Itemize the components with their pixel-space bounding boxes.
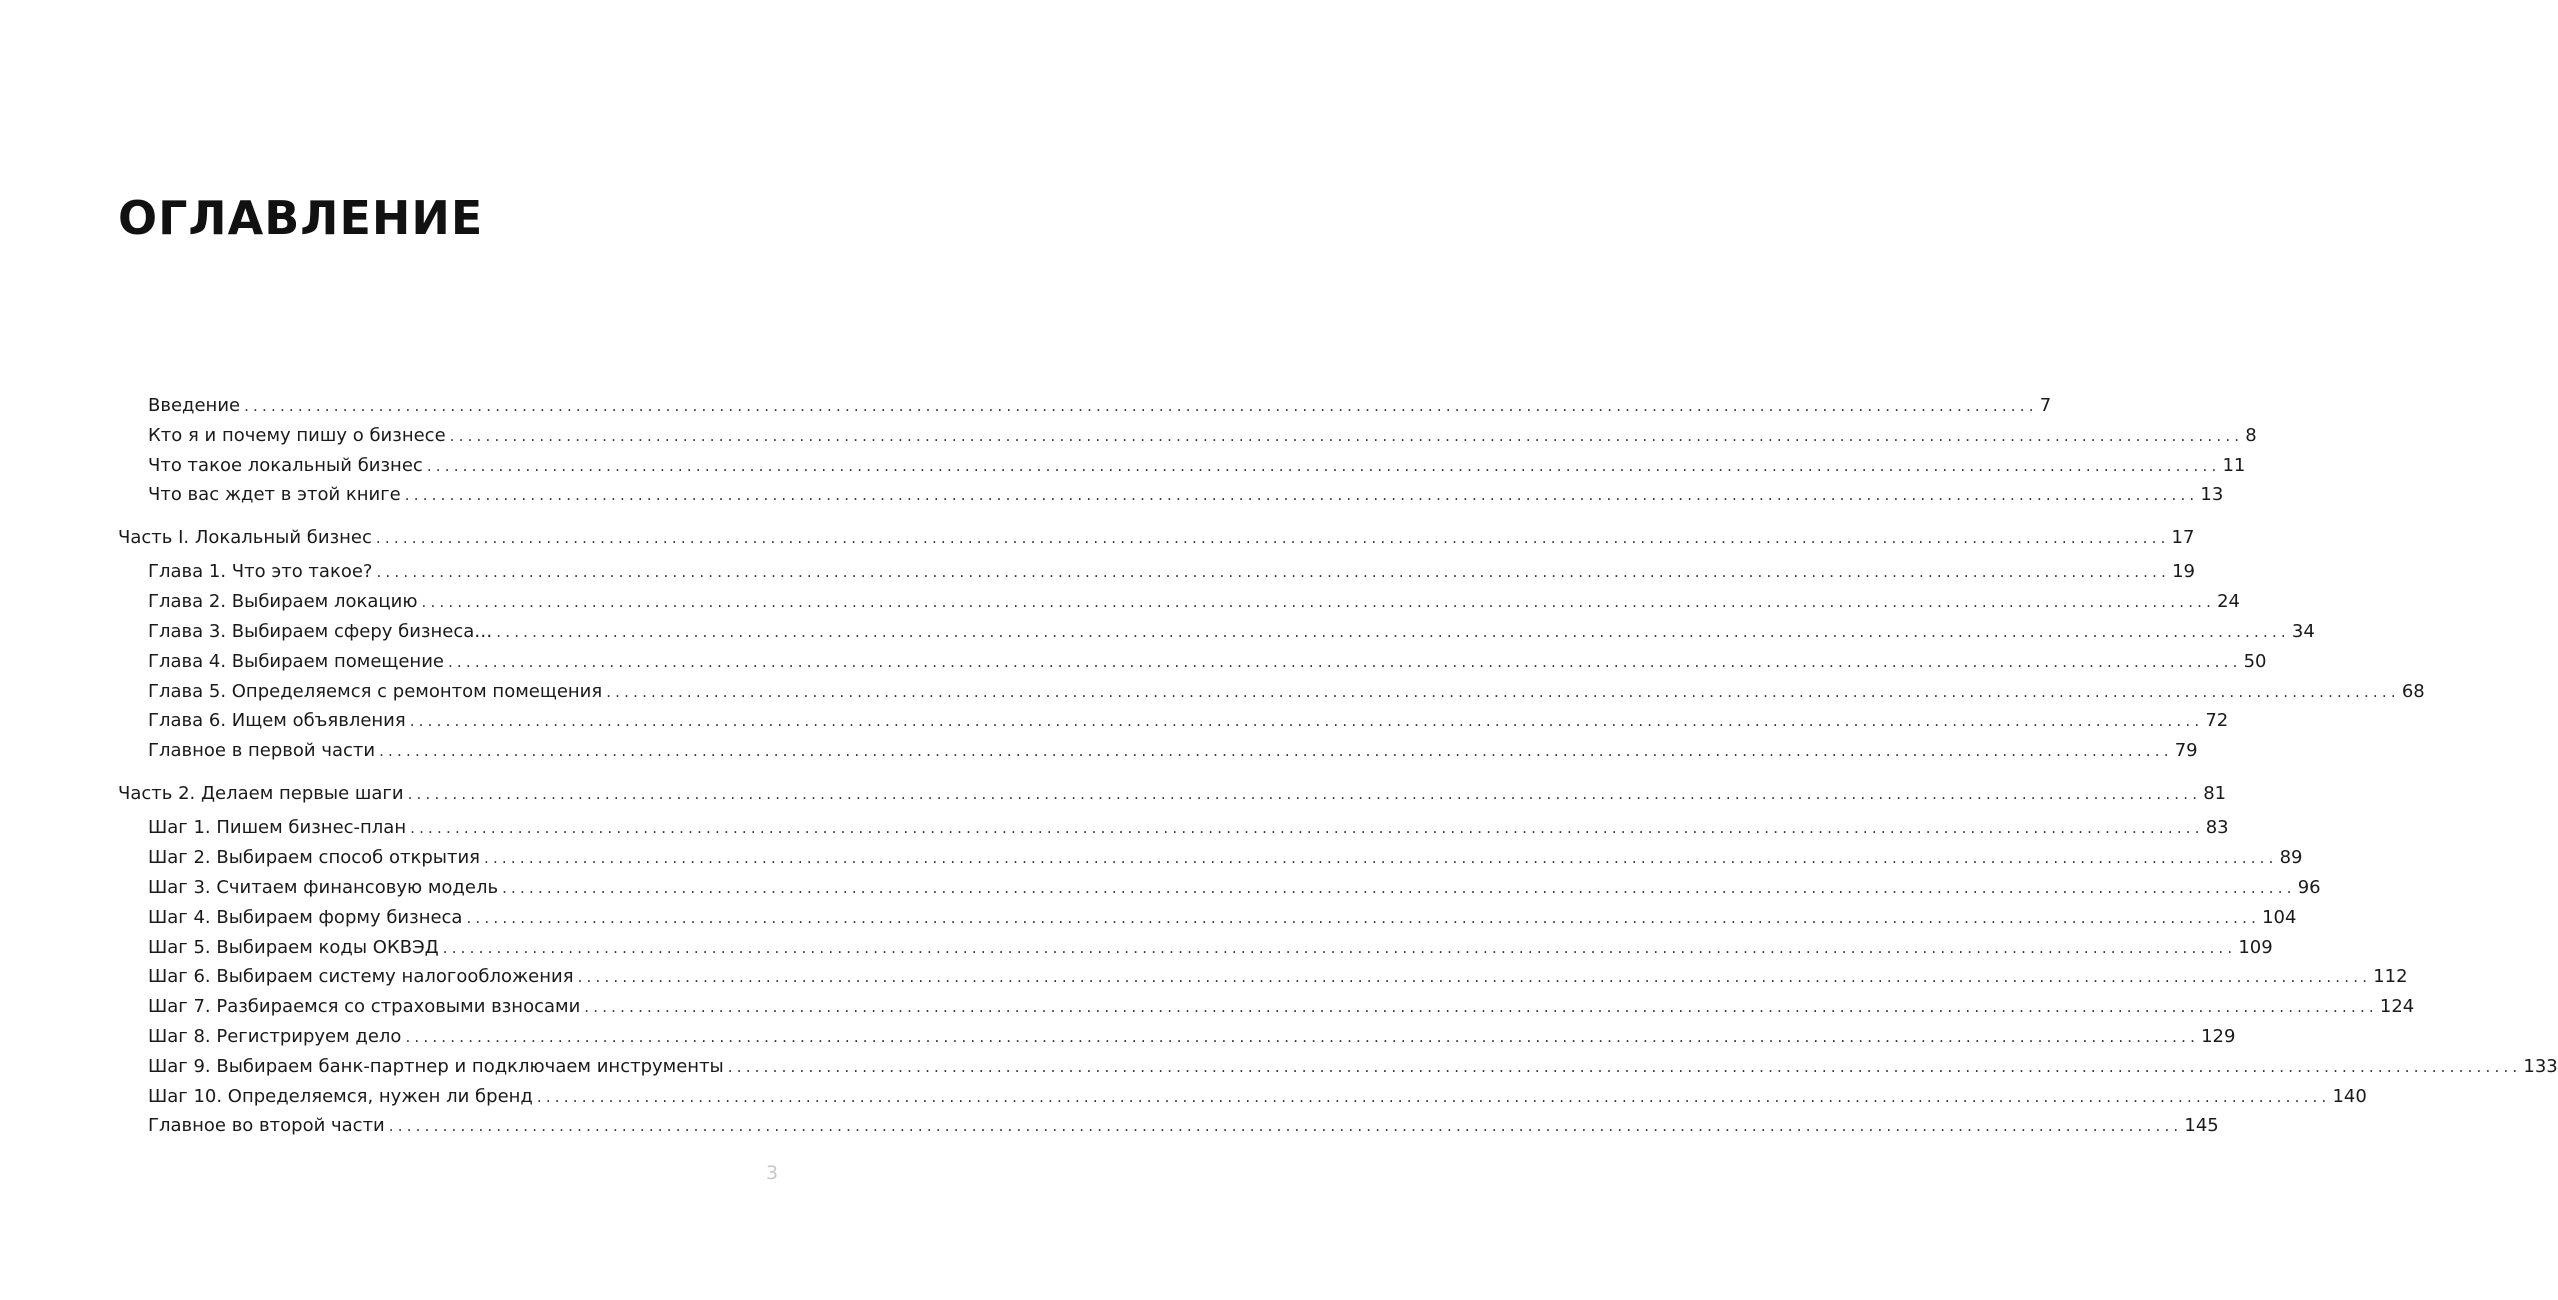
toc-intro-section [0, 391, 2257, 510]
toc-entry [0, 813, 2229, 843]
toc-entry-label: Глава 6. Ищем объявления [148, 706, 410, 736]
toc-entry-label: Введение [148, 391, 244, 421]
toc-entry [0, 1052, 2558, 1082]
toc-entry [0, 992, 2415, 1022]
toc-entry-label: Глава 2. Выбираем локацию [148, 587, 421, 617]
toc-entry [0, 421, 2257, 451]
toc-entry-label: Кто я и почему пишу о бизнесе [148, 421, 450, 451]
toc-entry [0, 843, 2303, 873]
section-spacer [0, 510, 928, 523]
toc-entry-label: Что такое локальный бизнес [148, 451, 427, 481]
toc-entry [0, 1082, 2367, 1112]
toc-entry-page: 34 [2291, 621, 2315, 643]
toc-dot-leader: ........................................................................................................................................................................................................ [442, 938, 2237, 957]
toc-part2-section [0, 779, 2558, 1142]
toc-entry-page: 72 [2205, 710, 2229, 732]
toc-entry-label: Шаг 5. Выбираем коды ОКВЭД [148, 933, 443, 963]
toc-entry-page: 145 [2184, 1115, 2219, 1137]
toc-entry-page: 79 [2174, 740, 2198, 762]
toc-dot-leader: ........................................................................................................................................................................................................ [405, 1027, 2200, 1046]
toc-entry-label: Шаг 2. Выбираем способ открытия [148, 843, 484, 873]
toc-part1-section [0, 523, 2425, 766]
section-spacer [0, 766, 928, 779]
toc-part-page: 81 [2203, 782, 2227, 804]
toc-entry [0, 587, 2241, 617]
toc-entry-page: 124 [2379, 996, 2415, 1018]
toc-entry-label: Что вас ждет в этой книге [148, 480, 405, 510]
toc-entry [0, 736, 2198, 766]
toc-entry-page: 96 [2297, 876, 2321, 898]
toc-entry-label: Главное в первой части [148, 736, 379, 766]
toc-dot-leader: ........................................................................................................................................................................................................ [410, 819, 2204, 838]
toc-dot-leader: ........................................................................................................................................................................................................ [375, 528, 2170, 547]
toc-entry-label: Шаг 7. Разбираемся со страховыми взносами [148, 992, 584, 1022]
toc-entry [0, 1111, 2219, 1141]
toc-dot-leader: ........................................................................................................................................................................................................ [244, 397, 2038, 415]
toc-entry-label: Шаг 6. Выбираем систему налогообложения [148, 962, 578, 992]
toc-entry-page: 104 [2262, 906, 2297, 928]
page-number: 3 [766, 1162, 779, 1184]
toc-dot-leader: ........................................................................................................................................................................................................ [376, 563, 2171, 582]
toc-part-label: Часть 2. Делаем первые шаги [118, 779, 408, 809]
toc-entry-label: Шаг 3. Считаем финансовую модель [148, 873, 502, 903]
toc-dot-leader: ........................................................................................................................................................................................................ [483, 849, 2278, 868]
toc-entry-label: Шаг 1. Пишем бизнес-план [148, 813, 410, 843]
toc-dot-leader: ........................................................................................................................................................................................................ [577, 968, 2372, 987]
toc-entry-page: 68 [2401, 680, 2425, 702]
toc-dot-leader: ........................................................................................................................................................................................................ [379, 742, 2173, 761]
toc-entry [0, 647, 2267, 677]
toc-entry-label: Шаг 4. Выбираем форму бизнеса [148, 903, 466, 933]
toc-entry-page: 133 [2523, 1055, 2558, 1077]
toc-entry-label: Главное во второй части [148, 1111, 389, 1141]
toc-entry-label: Глава 4. Выбираем помещение [148, 647, 448, 677]
toc-entry [0, 903, 2297, 933]
toc-entry [0, 480, 2224, 510]
toc-entry [0, 391, 2052, 421]
toc-part-heading [0, 779, 2227, 809]
toc-part-heading [0, 523, 2195, 553]
toc-entry [0, 706, 2229, 736]
toc-entry-page: 8 [2245, 424, 2257, 446]
toc-entry [0, 1022, 2236, 1052]
toc-entry-page: 50 [2243, 650, 2267, 672]
toc-entry-page: 11 [2222, 454, 2246, 476]
toc-entry [0, 557, 2195, 587]
toc-dot-leader: ........................................................................................................................................................................................................ [727, 1057, 2522, 1076]
toc-dot-leader: ........................................................................................................................................................................................................ [407, 784, 2202, 803]
toc-entry [0, 677, 2425, 707]
toc-entry-page: 89 [2279, 847, 2303, 869]
toc-dot-leader: ........................................................................................................................................................................................................ [409, 712, 2204, 731]
toc-dot-leader: ........................................................................................................................................................................................................ [496, 623, 2290, 642]
toc-dot-leader: ........................................................................................................................................................................................................ [421, 593, 2216, 612]
toc-dot-leader: ........................................................................................................................................................................................................ [536, 1087, 2331, 1106]
toc-dot-leader: ........................................................................................................................................................................................................ [449, 426, 2244, 445]
toc-entry-page: 13 [2200, 484, 2224, 506]
page-title: ОГЛАВЛЕНИЕ [118, 191, 484, 245]
toc-dot-leader: ........................................................................................................................................................................................................ [502, 878, 2296, 897]
toc-dot-leader: ........................................................................................................................................................................................................ [466, 908, 2261, 927]
table-of-contents [0, 391, 2558, 1141]
toc-dot-leader: ........................................................................................................................................................................................................ [404, 486, 2199, 505]
toc-entry-page: 24 [2217, 591, 2241, 613]
toc-entry-label: Глава 5. Определяемся с ремонтом помещения [148, 677, 606, 707]
toc-dot-leader: ........................................................................................................................................................................................................ [388, 1117, 2183, 1136]
toc-entry-label: Шаг 8. Регистрируем дело [148, 1022, 405, 1052]
toc-entry [0, 962, 2408, 992]
toc-entry [0, 933, 2273, 963]
toc-entry [0, 617, 2315, 647]
toc-part-page: 17 [2171, 526, 2195, 548]
toc-dot-leader: ........................................................................................................................................................................................................ [606, 682, 2400, 701]
toc-part-label: Часть I. Локальный бизнес [118, 523, 376, 553]
toc-entry [0, 451, 2246, 481]
toc-dot-leader: ........................................................................................................................................................................................................ [584, 998, 2378, 1017]
toc-entry-label: Глава 1. Что это такое? [148, 557, 376, 587]
toc-entry-page: 129 [2201, 1025, 2236, 1047]
toc-entry [0, 873, 2321, 903]
toc-entry-label: Шаг 10. Определяемся, нужен ли бренд [148, 1082, 537, 1112]
toc-entry-label: Шаг 9. Выбираем банк-партнер и подключаем инструменты [148, 1052, 728, 1082]
toc-entry-label: Глава 3. Выбираем сферу бизнеса… [148, 617, 496, 647]
toc-entry-page: 83 [2205, 817, 2229, 839]
toc-entry-page: 109 [2238, 936, 2273, 958]
toc-dot-leader: ........................................................................................................................................................................................................ [447, 652, 2242, 671]
toc-entry-page: 7 [2039, 395, 2052, 416]
toc-dot-leader: ........................................................................................................................................................................................................ [426, 456, 2221, 475]
toc-entry-page: 140 [2332, 1085, 2367, 1107]
toc-entry-page: 19 [2172, 561, 2195, 583]
toc-entry-page: 112 [2373, 966, 2408, 988]
